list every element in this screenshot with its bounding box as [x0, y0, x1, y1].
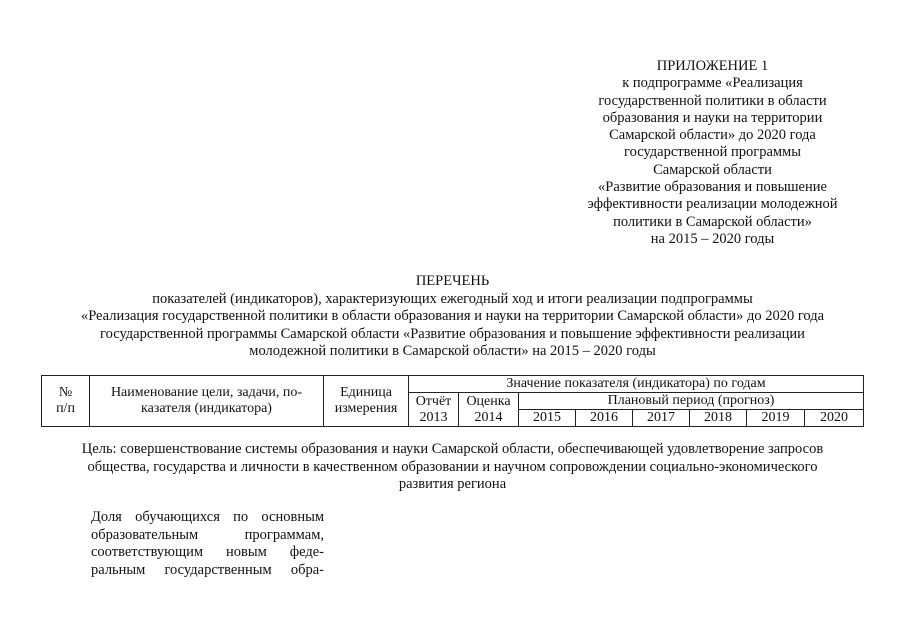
- header-year-2018: 2018: [690, 410, 747, 427]
- header-unit: Единица измерения: [324, 376, 409, 427]
- header-plan-period: Плановый период (прогноз): [519, 393, 864, 410]
- appendix-line: «Развитие образования и повышение: [598, 179, 827, 196]
- goal-statement: [30, 441, 875, 494]
- header-year-2016: 2016: [576, 410, 633, 427]
- goal-line: общества, государства и личности в качественном образовании и научном сопровождении социально-экономического: [87, 458, 818, 475]
- appendix-line: Самарской области» до 2020 года: [609, 127, 816, 144]
- appendix-line: политики в Самарской области»: [613, 213, 812, 230]
- list-title-line: молодежной политики в Самарской области» на 2015 – 2020 годы: [249, 343, 656, 359]
- indicator-line: ральным государственным обра-: [91, 561, 324, 578]
- indicator-line: соответствующим новым феде-: [91, 544, 324, 560]
- header-year-2020: 2020: [805, 410, 864, 427]
- appendix-line: образования и науки на территории: [602, 109, 823, 126]
- list-heading: ПЕРЕЧЕНЬ: [415, 273, 490, 289]
- appendix-line: на 2015 – 2020 годы: [650, 230, 775, 247]
- appendix-line: государственной политики в области: [598, 92, 827, 109]
- appendix-line: государственной программы: [624, 144, 801, 161]
- appendix-line: Самарской области: [653, 161, 772, 178]
- header-number: № п/п: [42, 376, 90, 427]
- indicator-line: Доля обучающихся по основным: [91, 509, 324, 525]
- header-year-2015: 2015: [519, 410, 576, 427]
- list-title-line: государственной программы Самарской области «Развитие образования и повышение эффективности реализации: [100, 325, 805, 342]
- indicator-description: [91, 509, 324, 579]
- list-title-line: показателей (индикаторов), характеризующих ежегодный ход и итоги реализации подпрограммы: [152, 290, 753, 307]
- goal-line: развития региона: [398, 476, 507, 492]
- appendix-line: к подпрограмме «Реализация: [622, 75, 803, 92]
- appendix-line: эффективности реализации молодежной: [587, 196, 838, 213]
- header-estimate-2014: Оценка 2014: [459, 393, 519, 427]
- indicator-table: [41, 375, 864, 427]
- appendix-line: ПРИЛОЖЕНИЕ 1: [656, 58, 769, 74]
- header-values-group: Значение показателя (индикатора) по годам: [409, 376, 864, 393]
- header-year-2019: 2019: [747, 410, 805, 427]
- list-title: [0, 273, 905, 361]
- list-title-line: «Реализация государственной политики в области образования и науки на территории Самарской области» до 2020 года: [80, 308, 825, 324]
- indicator-line: образовательным программам,: [91, 526, 324, 543]
- header-name: Наименование цели, задачи, по- казателя (индикатора): [90, 376, 324, 427]
- header-year-2017: 2017: [633, 410, 690, 427]
- goal-line: Цель: совершенствование системы образования и науки Самарской области, обеспечивающей удовлетворение запросов: [81, 441, 824, 457]
- header-report-2013: Отчёт 2013: [409, 393, 459, 427]
- appendix-block: [560, 58, 865, 248]
